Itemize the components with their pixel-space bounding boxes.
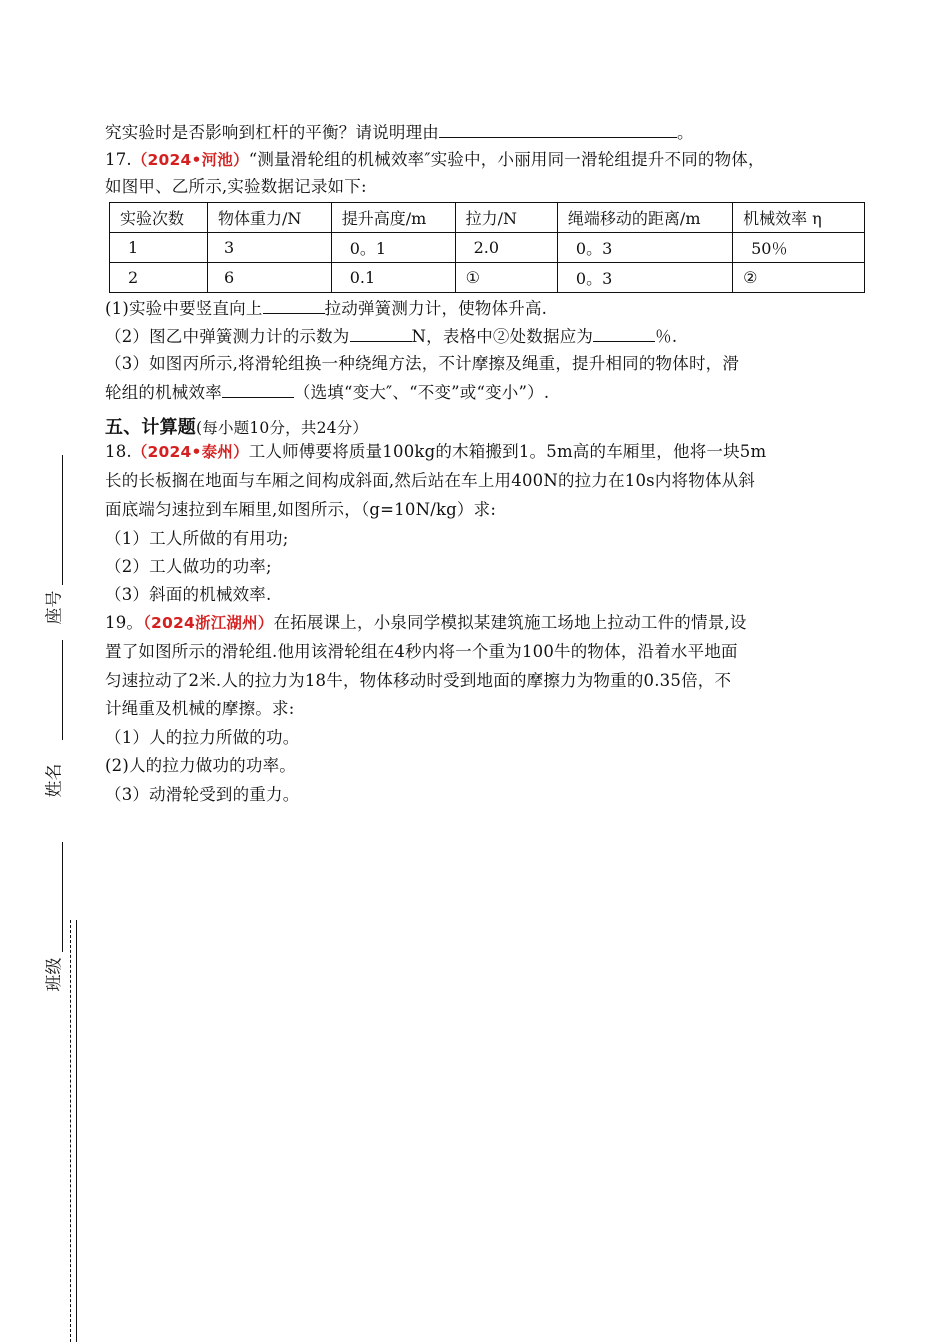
q17-sub3: （3）如图丙所示,将滑轮组换一种绕绳方法，不计摩擦及绳重，提升相同的物体时，滑	[105, 354, 740, 373]
table-cell: 6	[208, 263, 332, 293]
name-line	[62, 640, 63, 740]
q19-source: （2024浙江湖州）	[143, 614, 274, 632]
class-line	[62, 842, 63, 952]
q19-stem-2: 置了如图所示的滑轮组.他用该滑轮组在4秒内将一个重为100牛的物体，沿着水平地面	[105, 642, 738, 661]
binding-solid-line	[76, 920, 77, 1342]
table-row	[110, 263, 865, 293]
q17-stem-2: 如图甲、乙所示,实验数据记录如下:	[105, 177, 367, 196]
binding-dashed-line	[70, 920, 71, 1342]
table-cell: 3	[208, 233, 332, 263]
q19-stem-4: 计绳重及机械的摩擦。求:	[105, 699, 295, 718]
binding-margin	[0, 0, 100, 1342]
q17-sub3-blank[interactable]	[222, 381, 294, 398]
table-header: 绳端移动的距离/m	[557, 203, 732, 233]
seat-line	[62, 455, 63, 585]
table-cell: 0。3	[557, 233, 732, 263]
q19-sub3: （3）动滑轮受到的重力。	[105, 785, 300, 804]
section-heading	[105, 417, 368, 439]
q16-tail: 究实验时是否影响到杠杆的平衡？请说明理由 。	[105, 123, 694, 142]
table-cell: 0。3	[557, 263, 732, 293]
q17-sub1-blank[interactable]	[263, 297, 325, 314]
q18-stem-3: 面底端匀速拉到车厢里,如图所示，（g=10N/kg）求:	[105, 500, 497, 519]
seat-label: 座号	[44, 590, 65, 625]
table-header: 拉力/N	[455, 203, 557, 233]
table-cell: 50％	[733, 233, 865, 263]
q18-sub3: （3）斜面的机械效率.	[105, 585, 272, 604]
table-header: 物体重力/N	[208, 203, 332, 233]
section-note: (每小题10分，共24分）	[196, 419, 369, 437]
table-header-row	[110, 203, 865, 233]
q17-sub2: （2）图乙中弹簧测力计的示数为 N，表格中②处数据应为 ％.	[105, 327, 678, 346]
q18-stem-2: 长的长板搁在地面与车厢之间构成斜面,然后站在车上用400N的拉力在10s内将物体从斜	[105, 471, 756, 490]
q18-sub1: （1）工人所做的有用功;	[105, 529, 289, 548]
q18-source: （2024•泰州）	[131, 443, 249, 461]
table-cell[interactable]: ①	[455, 263, 557, 293]
q17-sub1: (1)实验中要竖直向上 拉动弹簧测力计，使物体升高.	[105, 299, 548, 318]
section-title: 五、计算题	[105, 417, 196, 438]
table-cell: 2.0	[455, 233, 557, 263]
q19-sub2: (2)人的拉力做功的功率。	[105, 756, 296, 775]
table-row	[110, 233, 865, 263]
table-header: 提升高度/m	[331, 203, 455, 233]
table-cell[interactable]: ②	[733, 263, 865, 293]
table-cell: 0.1	[331, 263, 455, 293]
class-label: 班级	[44, 957, 65, 992]
q19-stem: 19。（2024浙江湖州）在拓展课上，小泉同学模拟某建筑施工场地上拉动工件的情景,设	[105, 613, 747, 632]
q17-sub2-blank-b[interactable]	[593, 325, 655, 342]
table-cell: 1	[110, 233, 208, 263]
q19-stem-3: 匀速拉动了2米.人的拉力为18牛，物体移动时受到地面的摩擦力为物重的0.35倍，不	[105, 671, 732, 690]
q17-source: （2024•河池）	[131, 151, 249, 169]
table-header: 实验次数	[110, 203, 208, 233]
q17-sub2-blank-a[interactable]	[350, 325, 412, 342]
q17-stem: 17.（2024•河池）“测量滑轮组的机械效率″实验中，小丽用同一滑轮组提升不同的物体，	[105, 150, 765, 169]
q18-stem: 18.（2024•泰州）工人师傅要将质量100kg的木箱搬到1。5m高的车厢里，他将一块5m	[105, 442, 767, 461]
experiment-table	[109, 202, 865, 293]
table-cell: 2	[110, 263, 208, 293]
table-header: 机械效率 η	[733, 203, 865, 233]
table-cell: 0。1	[331, 233, 455, 263]
q16-answer-blank[interactable]	[439, 121, 677, 138]
q17-sub3-2: 轮组的机械效率 （选填“变大″、“不变”或“变小”）.	[105, 383, 550, 402]
q19-sub1: （1）人的拉力所做的功。	[105, 728, 300, 747]
q18-sub2: （2）工人做功的功率;	[105, 557, 272, 576]
name-label: 姓名	[44, 763, 65, 798]
